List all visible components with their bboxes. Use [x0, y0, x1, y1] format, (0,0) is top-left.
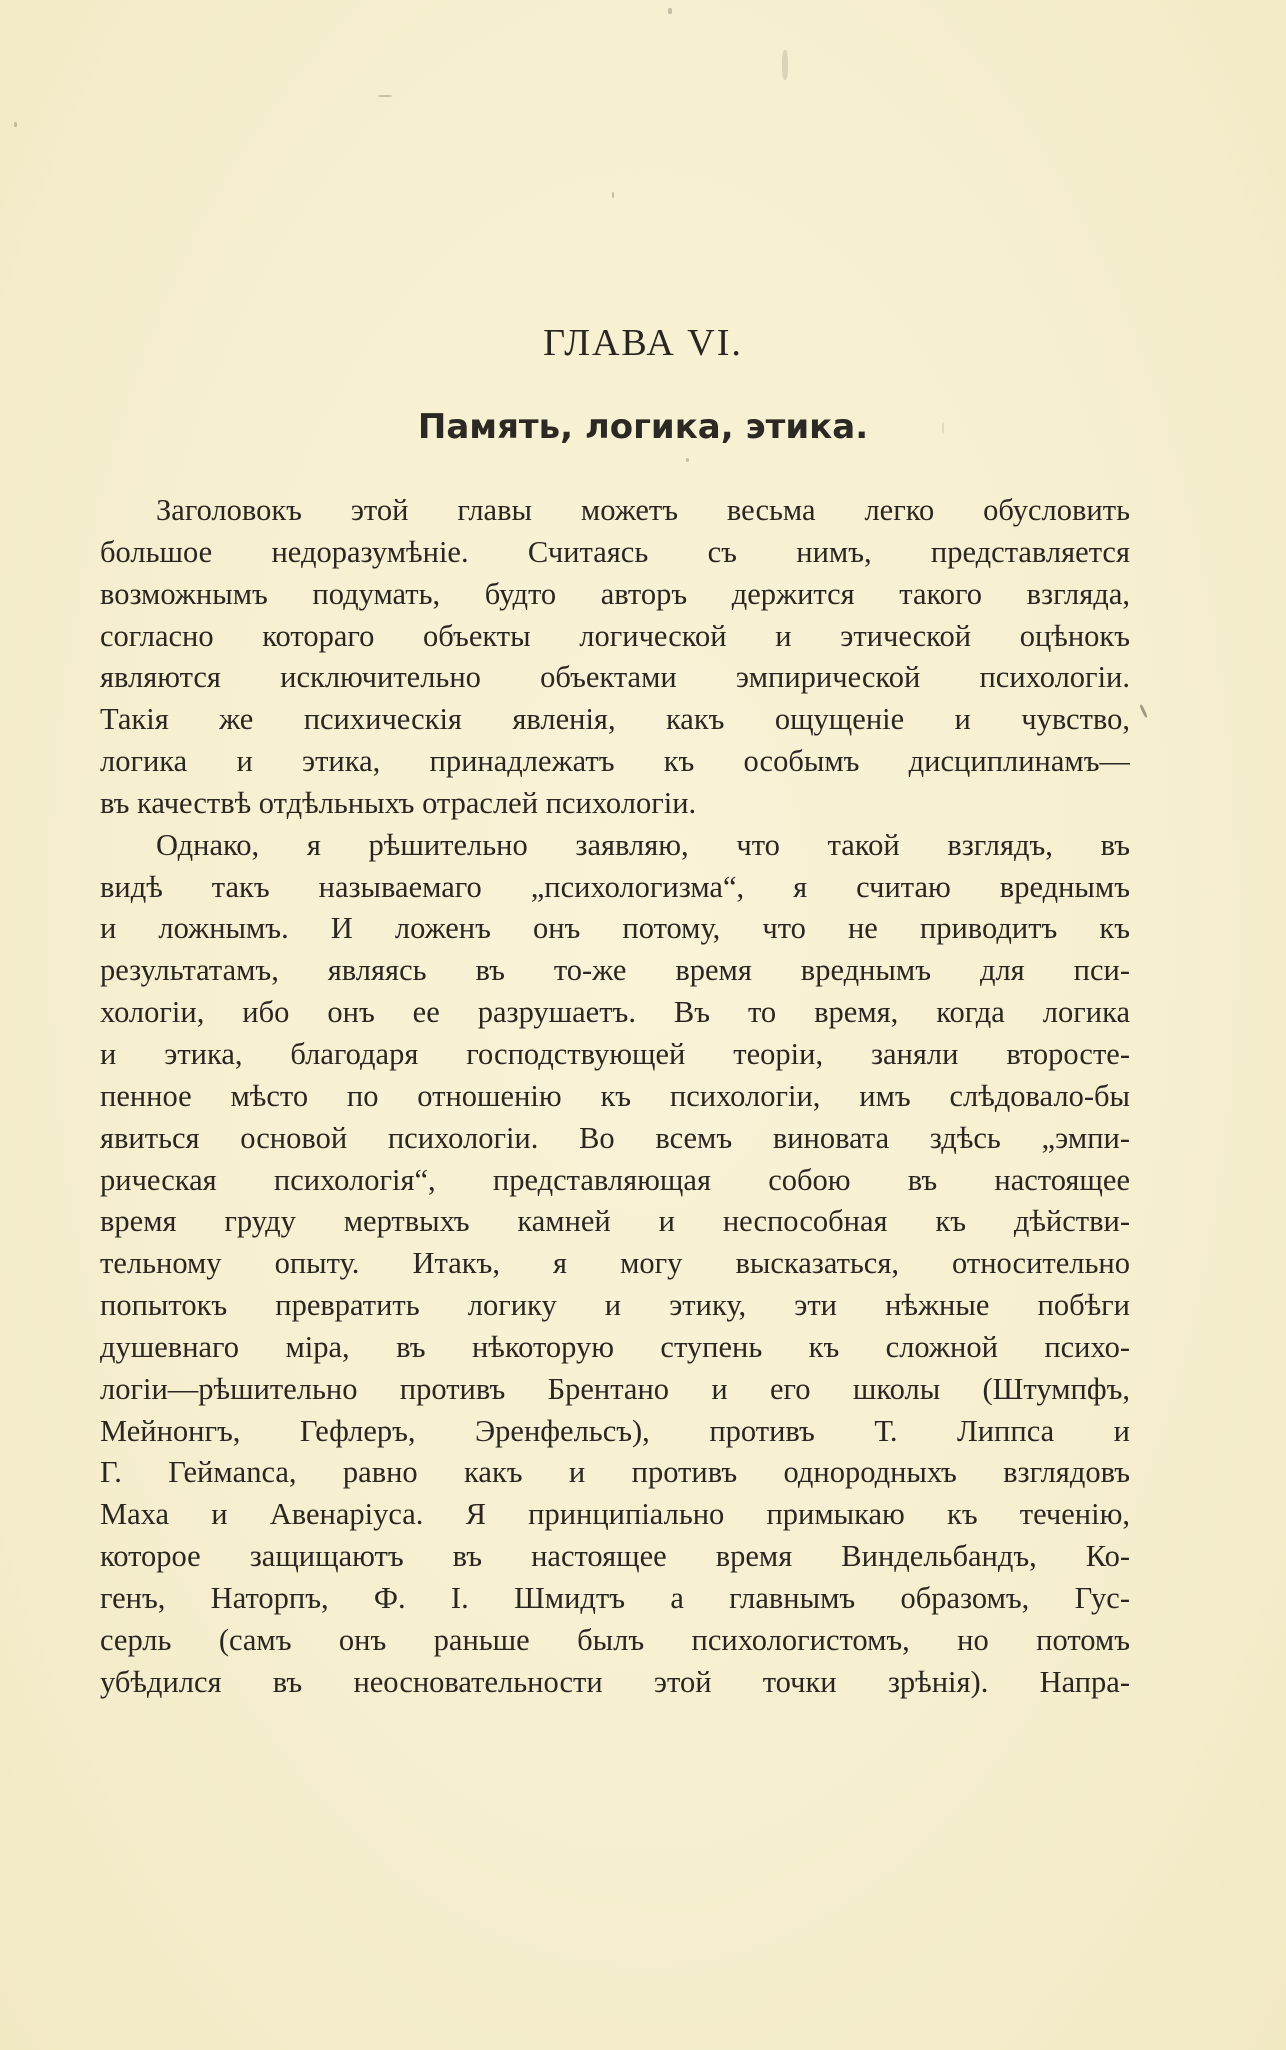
text-line: душевнаго міра, въ нѣкоторую ступень къ сложной психо-: [100, 1329, 1130, 1364]
text-line: Однако, я рѣшительно заявляю, что такой взглядъ, въ: [156, 827, 1130, 862]
text-line: видѣ такъ называемаго „психологизма“, я считаю вреднымъ: [100, 869, 1130, 904]
text-line: логіи—рѣшительно противъ Брентано и его школы (Штумпфъ,: [100, 1371, 1130, 1406]
text-line: логика и этика, принадлежатъ къ особымъ дисциплинамъ—: [100, 744, 1130, 779]
text-line: большое недоразумѣніе. Считаясь съ нимъ, представляется: [100, 534, 1130, 569]
paper-speck: [686, 458, 689, 462]
text-line: возможнымъ подумать, будто авторъ держится такого взгляда,: [100, 576, 1130, 611]
text-line: генъ, Наторпъ, Ф. І. Шмидтъ а главнымъ образомъ, Гус-: [100, 1580, 1130, 1615]
chapter-title: Память, логика, этика.: [417, 407, 869, 447]
text-line: Такія же психическія явленія, какъ ощущеніе и чувство,: [100, 702, 1130, 737]
paper-speck: [378, 95, 392, 97]
text-line: Г. Геймanса, равно какъ и противъ однородныхъ взглядовъ: [100, 1455, 1130, 1490]
text-line: Мейнонгъ, Гефлеръ, Эренфельсъ), противъ Т. Липпса и: [100, 1413, 1130, 1448]
chapter-number: ГЛАВА VI.: [543, 322, 743, 364]
text-line: пенное мѣсто по отношенію къ психологіи, имъ слѣдовало-бы: [100, 1078, 1130, 1113]
text-line: согласно котораго объекты логической и этической оцѣнокъ: [100, 618, 1130, 653]
paper-speck: [782, 50, 788, 80]
text-line: въ качествѣ отдѣльныхъ отраслей психологіи.: [100, 785, 697, 820]
text-line: которое защищаютъ въ настоящее время Виндельбандъ, Ко-: [100, 1539, 1130, 1574]
body-text: [100, 490, 1130, 1703]
paper-speck: [14, 122, 17, 127]
paper-speck: [612, 192, 614, 198]
text-line: рическая психологія“, представляющая собою въ настоящее: [100, 1162, 1130, 1197]
paper-speck: [1139, 704, 1148, 718]
text-line: и ложнымъ. И ложенъ онъ потому, что не приводитъ къ: [100, 911, 1130, 946]
text-line: являются исключительно объектами эмпирической психологіи.: [100, 660, 1130, 695]
text-line: убѣдился въ неосновательности этой точки зрѣнія). Напра-: [100, 1664, 1130, 1699]
text-line: хологіи, ибо онъ ее разрушаетъ. Въ то время, когда логика: [100, 995, 1130, 1030]
text-line: тельному опыту. Итакъ, я могу высказаться, относительно: [100, 1246, 1130, 1281]
text-line: результатамъ, являясь въ то-же время вреднымъ для пси-: [100, 953, 1130, 988]
text-line: и этика, благодаря господствующей теоріи, заняли второсте-: [100, 1036, 1130, 1071]
text-line: время груду мертвыхъ камней и неспособная къ дѣйстви-: [100, 1204, 1130, 1239]
text-line: Заголовокъ этой главы можетъ весьма легко обусловить: [156, 493, 1130, 527]
text-line: серль (самъ онъ раньше былъ психологистомъ, но потомъ: [100, 1622, 1130, 1657]
text-line: явиться основой психологіи. Во всемъ виновата здѣсь „эмпи-: [100, 1120, 1130, 1155]
paper-speck: [668, 8, 672, 14]
text-line: попытокъ превратить логику и этику, эти нѣжные побѣги: [100, 1288, 1130, 1323]
text-line: Маха и Авенаріуса. Я принципіально примыкаю къ теченію,: [100, 1497, 1130, 1532]
